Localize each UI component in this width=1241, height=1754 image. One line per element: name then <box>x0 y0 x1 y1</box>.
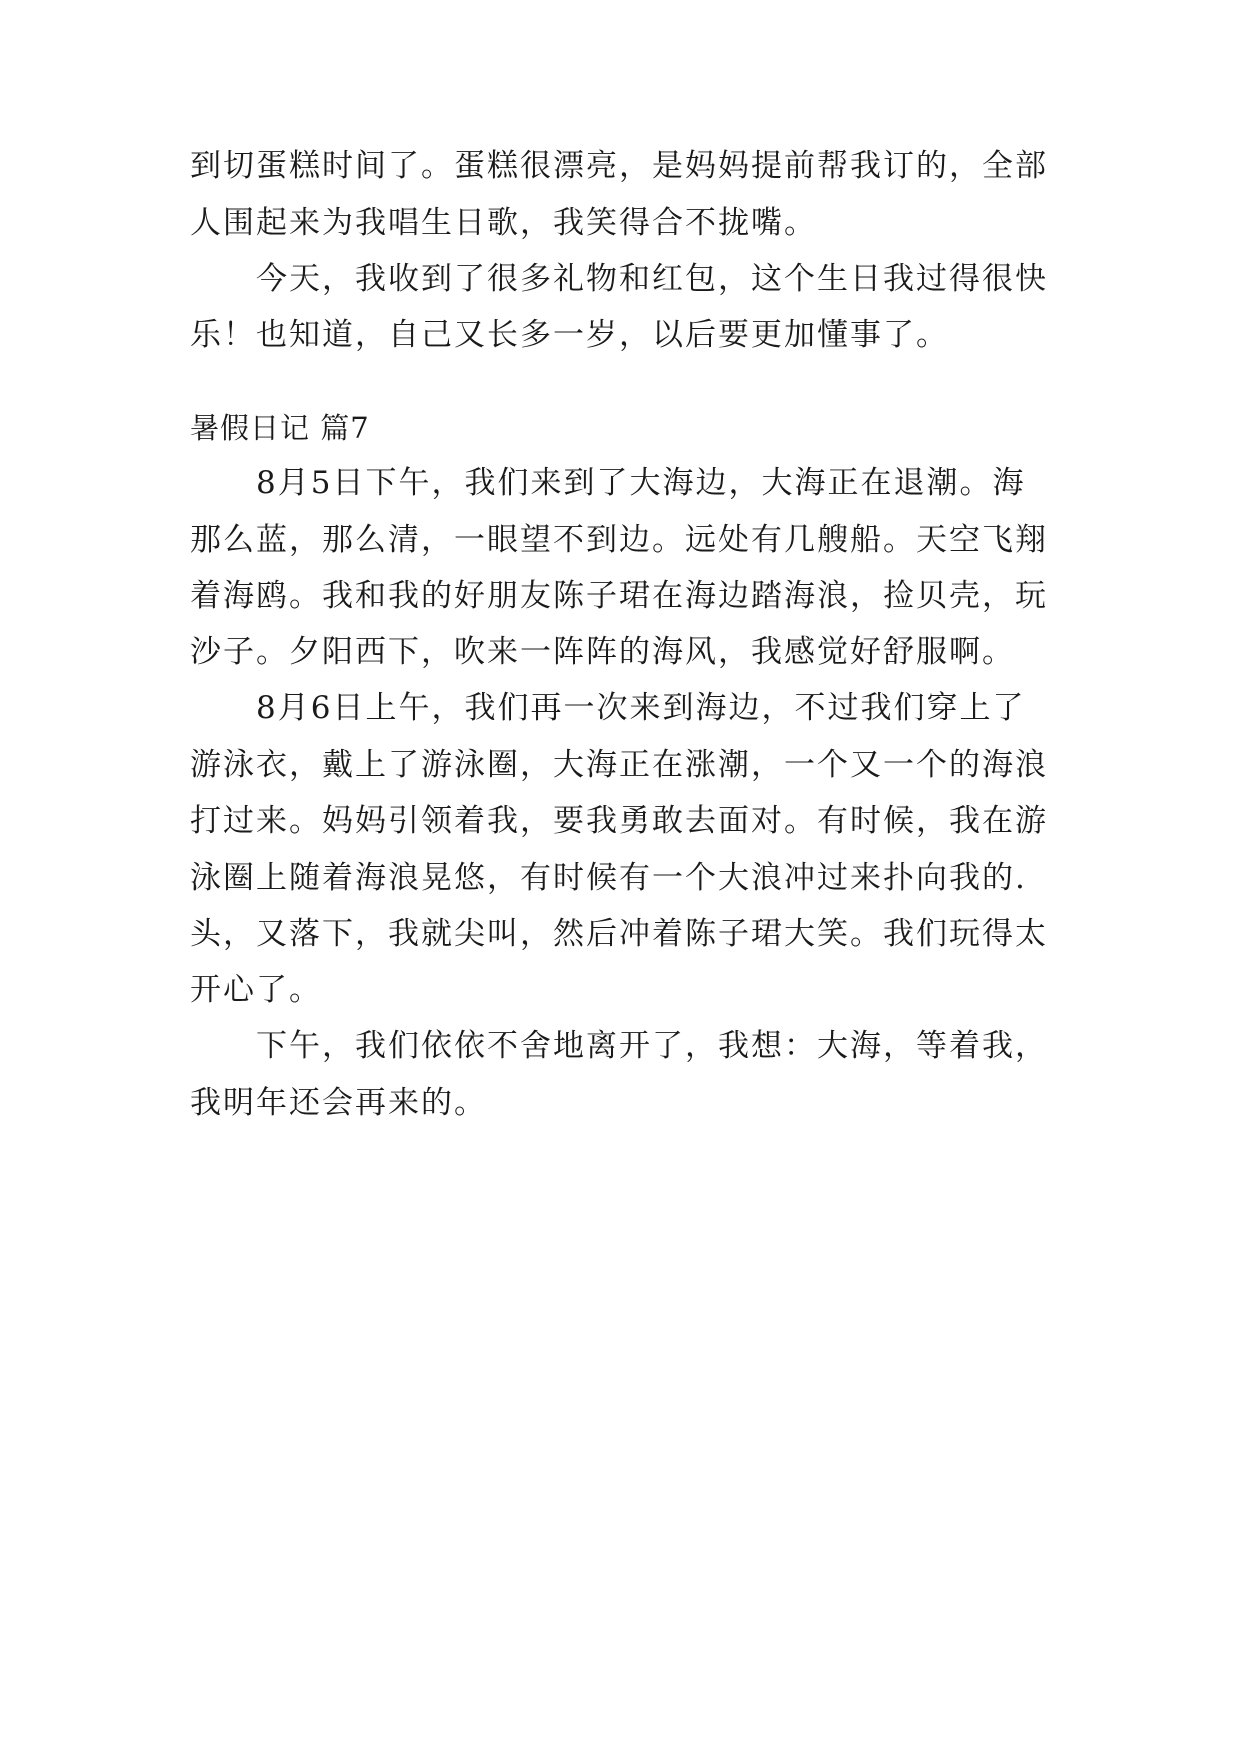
paragraph-2-line-3: 打过来。妈妈引领着我，要我勇敢去面对。有时候，我在游 <box>190 803 1048 839</box>
paragraph-1-line-2: 那么蓝，那么清，一眼望不到边。远处有几艘船。天空飞翔 <box>190 522 1048 558</box>
paragraph-2-line-5: 头，又落下，我就尖叫，然后冲着陈子珺大笑。我们玩得太 <box>190 916 1048 952</box>
paragraph-1-line-4: 沙子。夕阳西下，吹来一阵阵的海风，我感觉好舒服啊。 <box>190 634 1015 670</box>
continuation-line-2: 人围起来为我唱生日歌，我笑得合不拢嘴。 <box>190 205 817 241</box>
closing-paragraph-line-2: 乐！也知道，自己又长多一岁，以后要更加懂事了。 <box>190 317 949 353</box>
paragraph-2-line-2: 游泳衣，戴上了游泳圈，大海正在涨潮，一个又一个的海浪 <box>190 747 1048 783</box>
continuation-line-1: 到切蛋糕时间了。蛋糕很漂亮，是妈妈提前帮我订的，全部 <box>190 148 1048 184</box>
paragraph-1-line-1: 8月5日下午，我们来到了大海边，大海正在退潮。海 <box>256 465 1026 501</box>
paragraph-3-line-2: 我明年还会再来的。 <box>190 1085 487 1121</box>
paragraph-2-line-6: 开心了。 <box>190 972 322 1008</box>
paragraph-3-line-1: 下午，我们依依不舍地离开了，我想：大海，等着我， <box>256 1028 1048 1064</box>
paragraph-2-line-1: 8月6日上午，我们再一次来到海边，不过我们穿上了 <box>256 690 1026 726</box>
closing-paragraph-line-1: 今天，我收到了很多礼物和红包，这个生日我过得很快 <box>256 261 1048 297</box>
paragraph-1-line-3: 着海鸥。我和我的好朋友陈子珺在海边踏海浪，捡贝壳，玩 <box>190 578 1048 614</box>
paragraph-2-line-4: 泳圈上随着海浪晃悠，有时候有一个大浪冲过来扑向我的. <box>190 860 1027 896</box>
section-title: 暑假日记 篇7 <box>190 411 370 445</box>
